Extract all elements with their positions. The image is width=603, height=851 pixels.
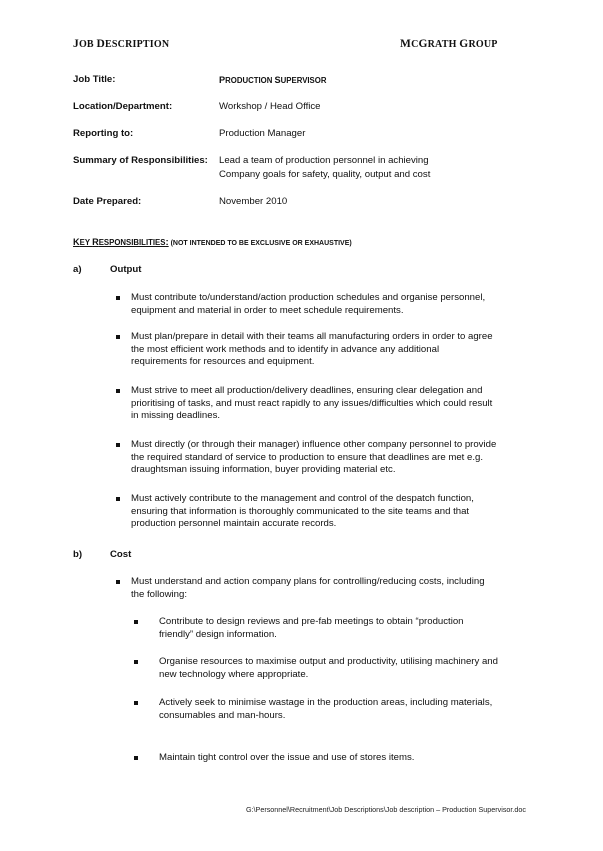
cost-sub-bullet-3: Actively seek to minimise wastage in the production areas, including materials, consumables and man-hours. — [159, 697, 493, 721]
summary-label: Summary of Responsibilities: — [73, 155, 208, 166]
output-bullet-1: Must contribute to/understand/action production schedules and organise personnel, equipment and material in order to meet schedule requirements. — [131, 292, 486, 316]
cost-bullet: Must understand and action company plans for controlling/reducing costs, including the following: — [131, 576, 485, 600]
document-header-left: JOB DESCRIPTION — [73, 38, 170, 50]
bullet-icon — [116, 580, 120, 584]
cost-sub-bullet-2: Organise resources to maximise output and productivity, utilising machinery and new technology where appropriate. — [159, 656, 498, 680]
output-bullet-2: Must plan/prepare in detail with their teams all manufacturing orders in order to agree the most efficient work methods and to identify in advance any additional requirements for resources and equipment. — [131, 331, 493, 367]
date-value: November 2010 — [219, 196, 288, 207]
bullet-icon — [134, 756, 138, 760]
bullet-icon — [116, 389, 120, 393]
bullet-icon — [134, 701, 138, 705]
location-label: Location/Department: — [73, 101, 173, 112]
cost-sub-bullet-1: Contribute to design reviews and pre-fab meetings to obtain “production friendly” design information. — [159, 616, 464, 640]
bullet-icon — [116, 296, 120, 300]
bullet-icon — [116, 497, 120, 501]
bullet-icon — [116, 335, 120, 339]
section-a-letter: a) — [73, 264, 82, 275]
output-bullet-3: Must strive to meet all production/delivery deadlines, ensuring clear delegation and prioritising of tasks, and must react rapidly to any issues/difficulties which could result in missing deadlines. — [131, 385, 493, 421]
job-title-label: Job Title: — [73, 74, 116, 85]
summary-line-2: Company goals for safety, quality, output and cost — [219, 169, 431, 180]
output-bullet-4: Must directly (or through their manager) influence other company personnel to provide the required standard of service to production to ensure that deadlines are met e.g. draughtsman issuing information, buyer providing material etc. — [131, 439, 497, 475]
document-header-right: MCGRATH GROUP — [400, 38, 498, 50]
reporting-value: Production Manager — [219, 128, 306, 139]
section-b-letter: b) — [73, 549, 83, 560]
reporting-label: Reporting to: — [73, 128, 134, 139]
section-b-title: Cost — [110, 549, 132, 560]
bullet-icon — [116, 443, 120, 447]
cost-sub-bullet-4: Maintain tight control over the issue and use of stores items. — [159, 752, 415, 763]
job-title-value: PRODUCTION SUPERVISOR — [219, 75, 327, 85]
bullet-icon — [134, 620, 138, 624]
section-a-title: Output — [110, 264, 142, 275]
summary-line-1: Lead a team of production personnel in achieving — [219, 155, 429, 166]
date-label: Date Prepared: — [73, 196, 142, 207]
footer-file-path: G:\Personnel\Recruitment\Job Descriptions\Job description – Production Supervisor.doc — [245, 805, 526, 814]
output-bullet-5: Must actively contribute to the management and control of the despatch function, ensuring that information is thoroughly communicated to the site teams and that production personnel maintain accurate records. — [131, 493, 474, 529]
key-responsibilities-heading: KEY RESPONSIBILITIES: (NOT INTENDED TO BE EXCLUSIVE OR EXHAUSTIVE) — [73, 237, 352, 248]
bullet-icon — [134, 660, 138, 664]
location-value: Workshop / Head Office — [219, 101, 321, 112]
